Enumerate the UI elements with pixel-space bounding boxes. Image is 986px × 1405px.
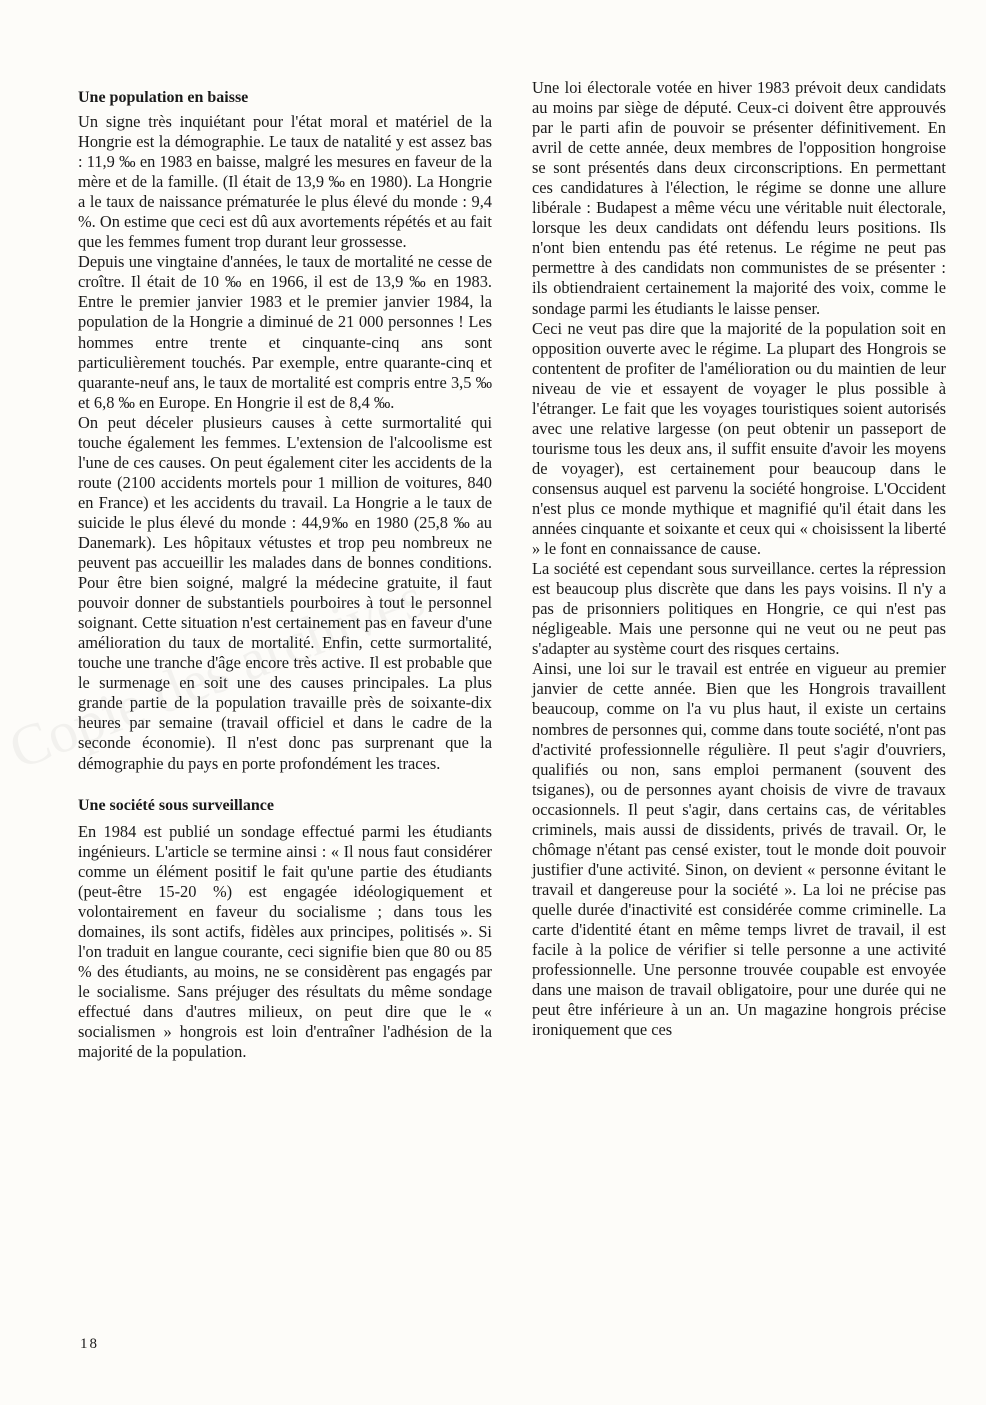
paragraph: On peut déceler plusieurs causes à cette surmortalité qui touche également les femmes. L'extension de l'alcoolisme est l'une de ces causes. On peut également citer les accidents de la route (2100 accidents mortels pour 1 million de voitures, 840 en France) et les accidents du travail. La Hongrie a le taux de suicide le plus élevé du monde : 44,9‰ en 1980 (25,8 ‰ au Danemark). Les hôpitaux vétustes et trop peu nombreux ne peuvent pas accueillir les malades dans de bonnes conditions. Pour être bien soigné, malgré la médecine gratuite, il faut pouvoir donner de substantiels pourboires à tout le personnel soignant. Cette situation n'est certainement pas en faveur d'une amélioration du taux de mortalité. Enfin, cette surmortalité, touche une tranche d'âge encore très active. Il est probable que le surmenage en soit une des causes principales. La plus grande partie de la population travaille près de soixante-dix heures par semaine (travail officiel et dans le cadre de la seconde économie). Il n'est donc pas surprenant que la démographie du pays en porte profondément les traces. <box>78 412 492 773</box>
paragraph: La société est cependant sous surveillance. certes la répression est beaucoup plus discrète que dans les pays voisins. Il n'y a pas de prisonniers politiques en Hongrie, ce qui n'est pas négligeable. Mais une personne qui ne veut ou ne peut pas s'adapter au système court des risques certains. <box>532 559 946 659</box>
paragraph: Ainsi, une loi sur le travail est entrée en vigueur au premier janvier de cette année. Bien que les Hongrois travaillent beaucoup, comme on l'a vu plus haut, il existe un certains nombres de personnes qui, comme dans toute société, n'ont pas d'activité professionnelle régulière. Il peut s'agir d'ouvriers, qualifiés ou non, sans emploi permanent (souvent des tsiganes), ou de personnes ayant choisis de vivre de travaux occasionnels. Il peut s'agir, dans certains cas, de véritables criminels, mais aussi de dissidents, privés de travail. Or, le chômage n'étant pas censé exister, tout le monde doit pouvoir justifier d'une activité. Sinon, on devient « personne évitant le travail et dangereuse pour la société ». La loi ne précise pas quelle durée d'inactivité est considérée comme criminelle. La carte d'identité étant en même temps livret de travail, il est facile à la police de vérifier si telle personne a une activité professionnelle. Une personne trouvée coupable est envoyée dans une maison de travail obligatoire, pour une durée qui ne peut être inférieure à un an. Un magazine hongrois précise ironiquement que ces <box>532 659 946 1040</box>
left-column <box>78 84 492 1062</box>
paragraph: Ceci ne veut pas dire que la majorité de la population soit en opposition ouverte avec le régime. La plupart des Hongrois se contentent de profiter de l'amélioration ou du maintien de leur niveau de vie et essayent de voyager le plus possible à l'étranger. Le fait que les voyages touristiques soient autorisés avec une relative largesse (on peut obtenir un passeport de tourisme tous les deux ans, il suffit ensuite d'avoir les moyens de voyager), est certainement pour beaucoup dans le consensus auquel est parvenu la société hongroise. L'Occident n'est plus ce monde mythique et magnifié qu'il était dans les années cinquante et soixante et ceux qui « choisissent la liberté » le font en connaissance de cause. <box>532 318 946 559</box>
section-heading-surveillance: Une société sous surveillance <box>78 796 274 814</box>
paragraph: Une loi électorale votée en hiver 1983 prévoit deux candidats au moins par siège de député. Ceux-ci doivent être approuvés par le parti afin de pouvoir se présenter définitivement. En avril de cette année, deux membres de l'opposition hongroise se sont présentés dans deux circonscriptions. En permettant ces candidatures à l'élection, le régime se donne une allure libérale : Budapest a même vécu une véritable nuit électorale, lorsque les deux candidats ont défendu leurs positions. Ils n'ont bien entendu pas été retenus. Le régime ne peut pas permettre à des candidats non communistes de se présenter : ils obtiendraient certainement la majorité des voix, comme le sondage parmi les étudiants le laisse penser. <box>532 78 946 318</box>
paragraph: En 1984 est publié un sondage effectué parmi les étudiants ingénieurs. L'article se termine ainsi : « Il nous faut considérer comme un élément positif le fait qu'une partie des étudiants (peut-être 15-20 %) est engagée idéologiquement et volontairement en faveur du socialisme ; dans tous les domaines, ils sont actifs, fidèles aux principes, politisés ». Si l'on traduit en langue courante, ceci signifie bien que 80 ou 85 % des étudiants, au moins, ne se considèrent pas engagés par le socialisme. Sans préjuger des résultats du même sondage effectué dans d'autres milieux, on peut dire que le « socialismen » hongrois est loin d'entraîner l'adhésion de la majorité de la population. <box>78 821 492 1062</box>
page-number: 18 <box>80 1336 99 1352</box>
right-column <box>532 78 946 1040</box>
paragraph: Depuis une vingtaine d'années, le taux de mortalité ne cesse de croître. Il était de 10 ‰ en 1966, il est de 13,9 ‰ en 1983. Entre le premier janvier 1983 et le premier janvier 1984, la population de la Hongrie a diminué de 21 000 personnes ! Les hommes entre trente et cinquante-cinq ans sont particulièrement touchés. Par exemple, entre quarante-cinq et quarante-neuf ans, le taux de mortalité est compris entre 3,5 ‰ et 6,8 ‰ en Europe. En Hongrie il est de 8,4 ‰. <box>78 252 492 412</box>
section-heading-population: Une population en baisse <box>78 89 249 106</box>
paragraph: Un signe très inquiétant pour l'état moral et matériel de la Hongrie est la démographie. Le taux de natalité y est assez bas : 11,9 ‰ en 1983 en baisse, malgré les mesures en faveur de la mère et de la famille. (Il était de 13,9 ‰ en 1980). La Hongrie a le taux de naissance prématurée le plus élevé du monde : 9,4 %. On estime que ceci est dû aux avortements répétés et au fait que les femmes fument trop durant leur grossesse. <box>78 112 492 252</box>
